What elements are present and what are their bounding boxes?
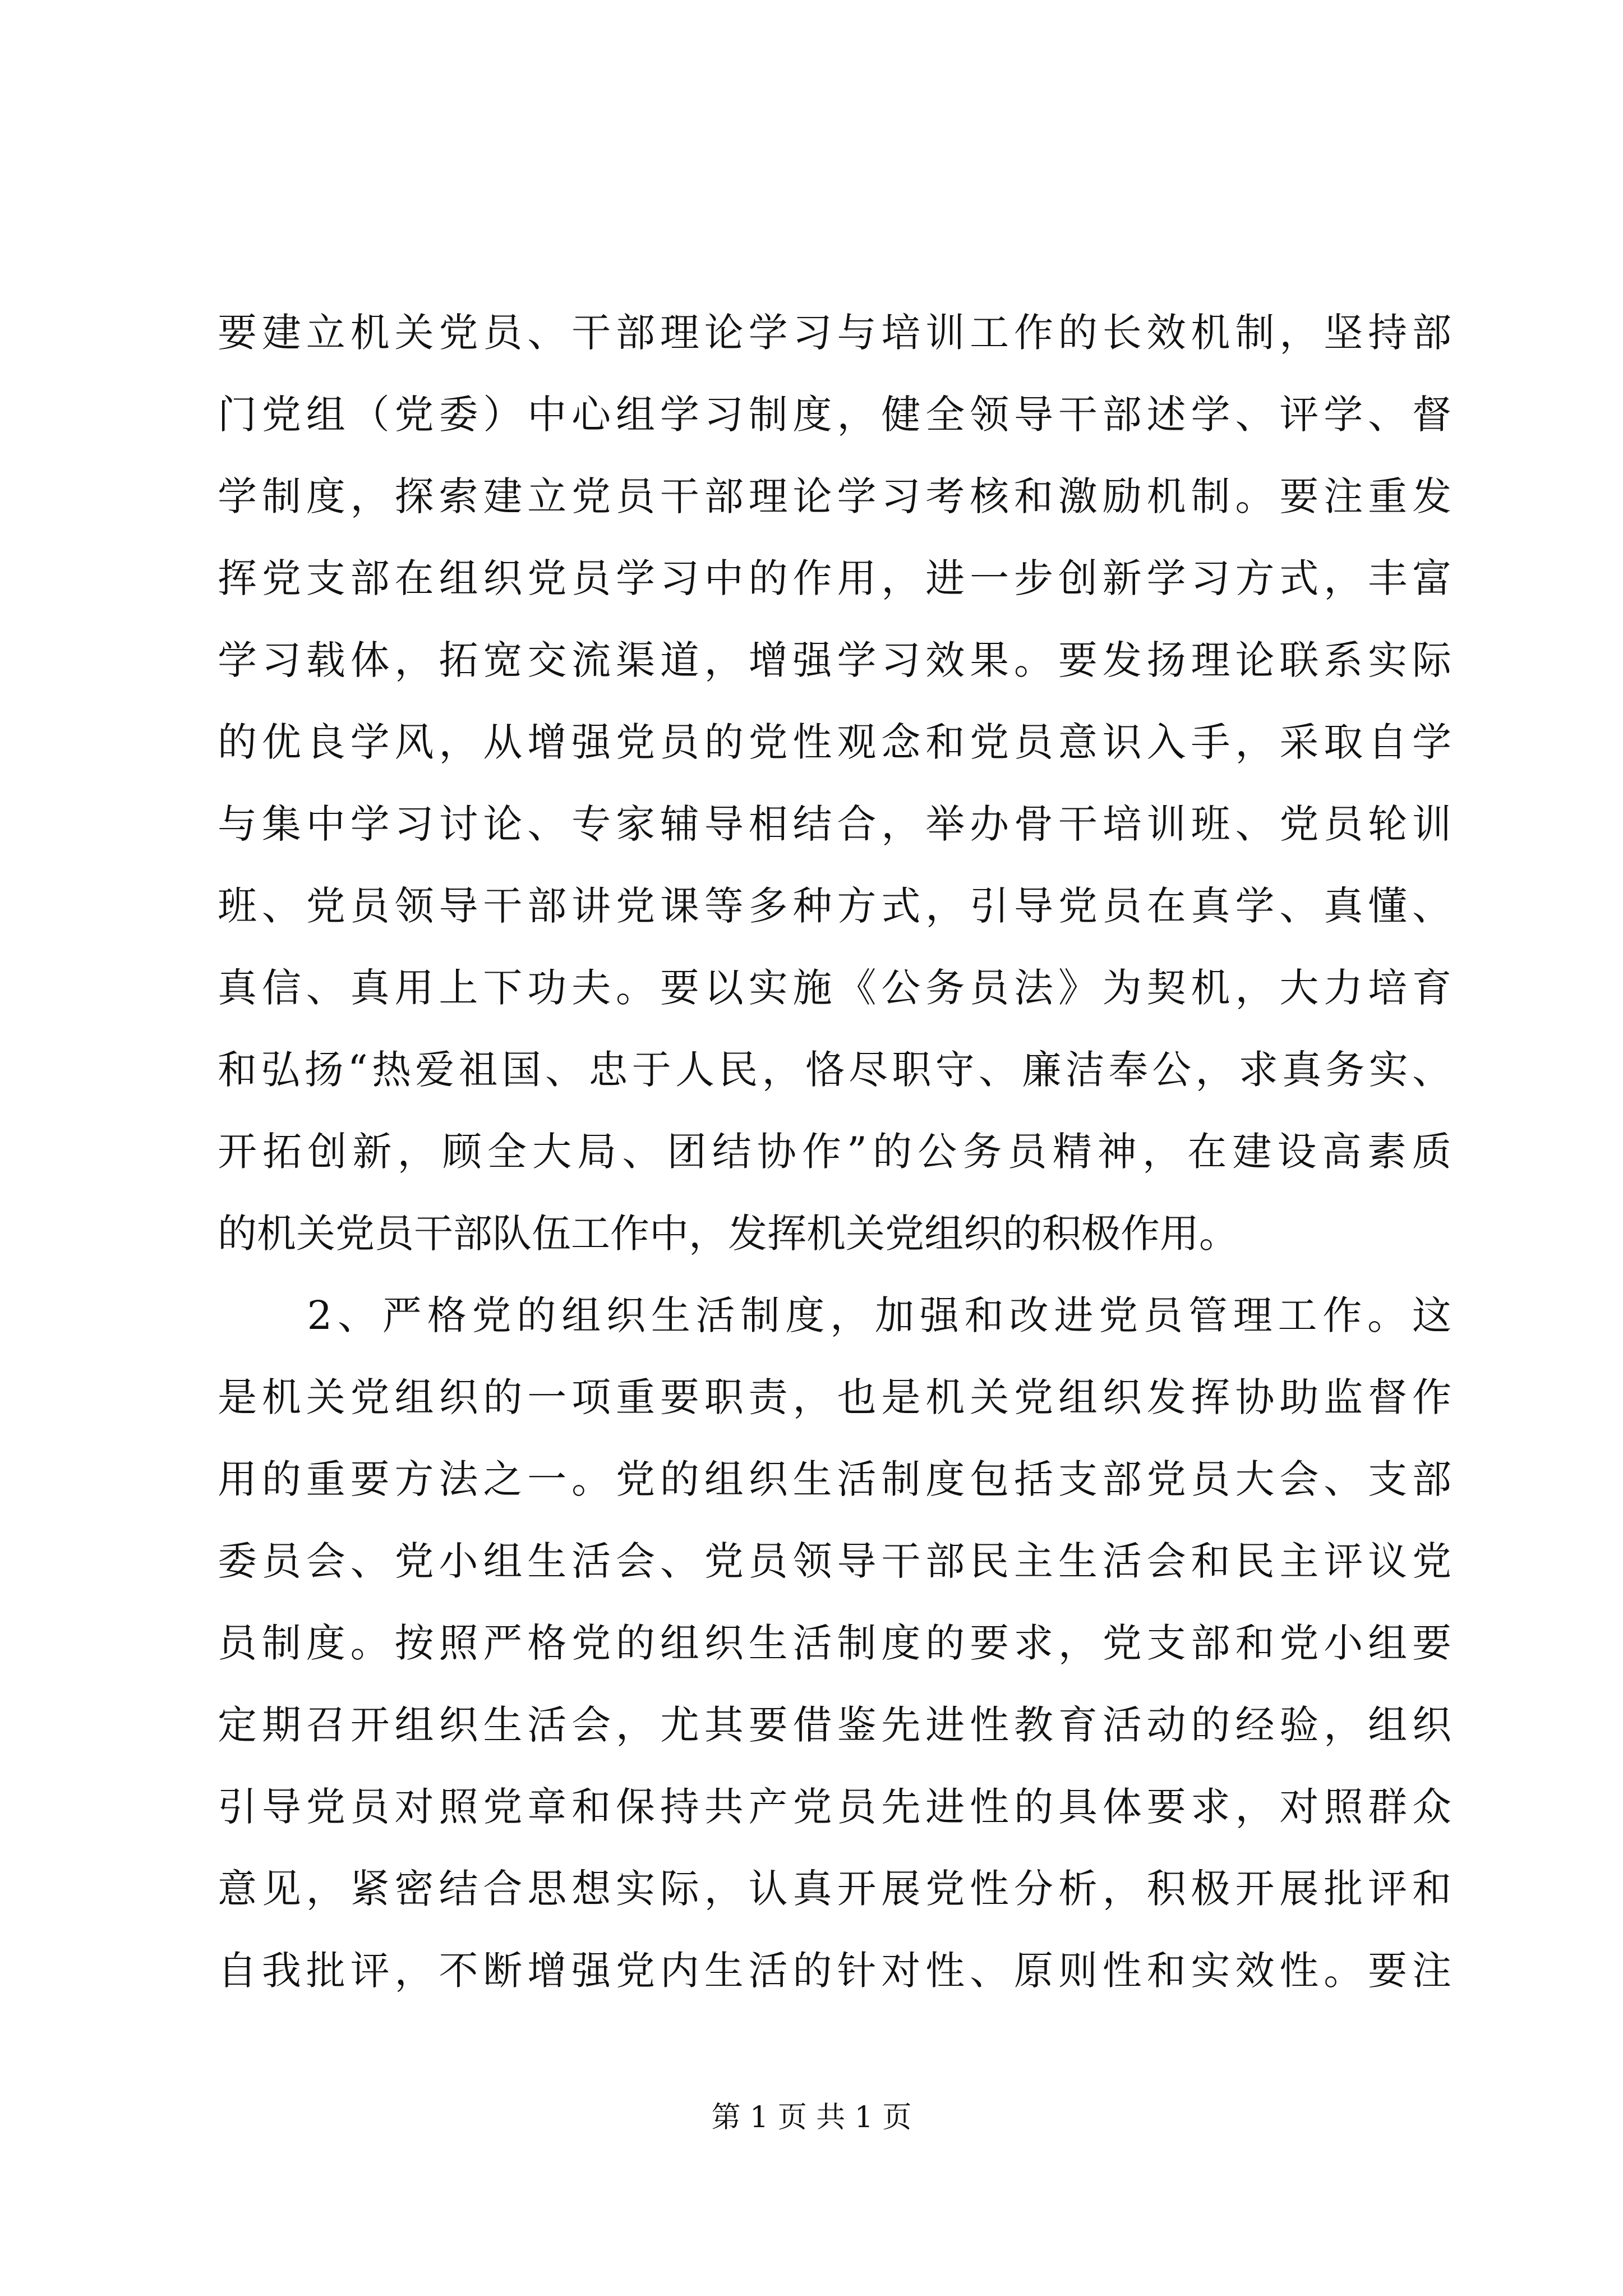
text-line: 的机关党员干部队伍工作中，发挥机关党组织的积极作用。 [218, 1211, 1238, 1257]
page-footer: 第 1 页 共 1 页 [711, 2101, 912, 2134]
text-line: 员制度。按照严格党的组织生活制度的要求，党支部和党小组要 [218, 1620, 1451, 1666]
text-line: 的优良学风，从增强党员的党性观念和党员意识入手，采取自学 [218, 719, 1451, 765]
text-line: 门党组（党委）中心组学习制度，健全领导干部述学、评学、督 [218, 392, 1451, 438]
text-line: 自我批评，不断增强党内生活的针对性、原则性和实效性。要注 [218, 1948, 1451, 1994]
text-line: 要建立机关党员、干部理论学习与培训工作的长效机制，坚持部 [218, 310, 1451, 356]
text-line: 班、党员领导干部讲党课等多种方式，引导党员在真学、真懂、 [218, 883, 1451, 929]
text-line: 委员会、党小组生活会、党员领导干部民主生活会和民主评议党 [218, 1538, 1451, 1584]
body-text [218, 292, 1451, 2012]
text-line: 和弘扬“热爱祖国、忠于人民，恪尽职守、廉洁奉公，求真务实、 [218, 1047, 1451, 1093]
text-line: 学制度，探索建立党员干部理论学习考核和激励机制。要注重发 [218, 473, 1451, 519]
text-line: 2、严格党的组织生活制度，加强和改进党员管理工作。这 [218, 1292, 1451, 1338]
text-line: 用的重要方法之一。党的组织生活制度包括支部党员大会、支部 [218, 1456, 1451, 1502]
text-line: 引导党员对照党章和保持共产党员先进性的具体要求，对照群众 [218, 1784, 1451, 1830]
text-line: 真信、真用上下功夫。要以实施《公务员法》为契机，大力培育 [218, 965, 1451, 1011]
text-line: 是机关党组织的一项重要职责，也是机关党组织发挥协助监督作 [218, 1374, 1451, 1420]
text-line: 定期召开组织生活会，尤其要借鉴先进性教育活动的经验，组织 [218, 1702, 1451, 1748]
text-line: 学习载体，拓宽交流渠道，增强学习效果。要发扬理论联系实际 [218, 637, 1451, 683]
text-line: 挥党支部在组织党员学习中的作用，进一步创新学习方式，丰富 [218, 555, 1451, 601]
text-line: 与集中学习讨论、专家辅导相结合，举办骨干培训班、党员轮训 [218, 801, 1451, 847]
text-line: 意见，紧密结合思想实际，认真开展党性分析，积极开展批评和 [218, 1866, 1451, 1912]
text-line: 开拓创新，顾全大局、团结协作”的公务员精神，在建设高素质 [218, 1129, 1451, 1175]
